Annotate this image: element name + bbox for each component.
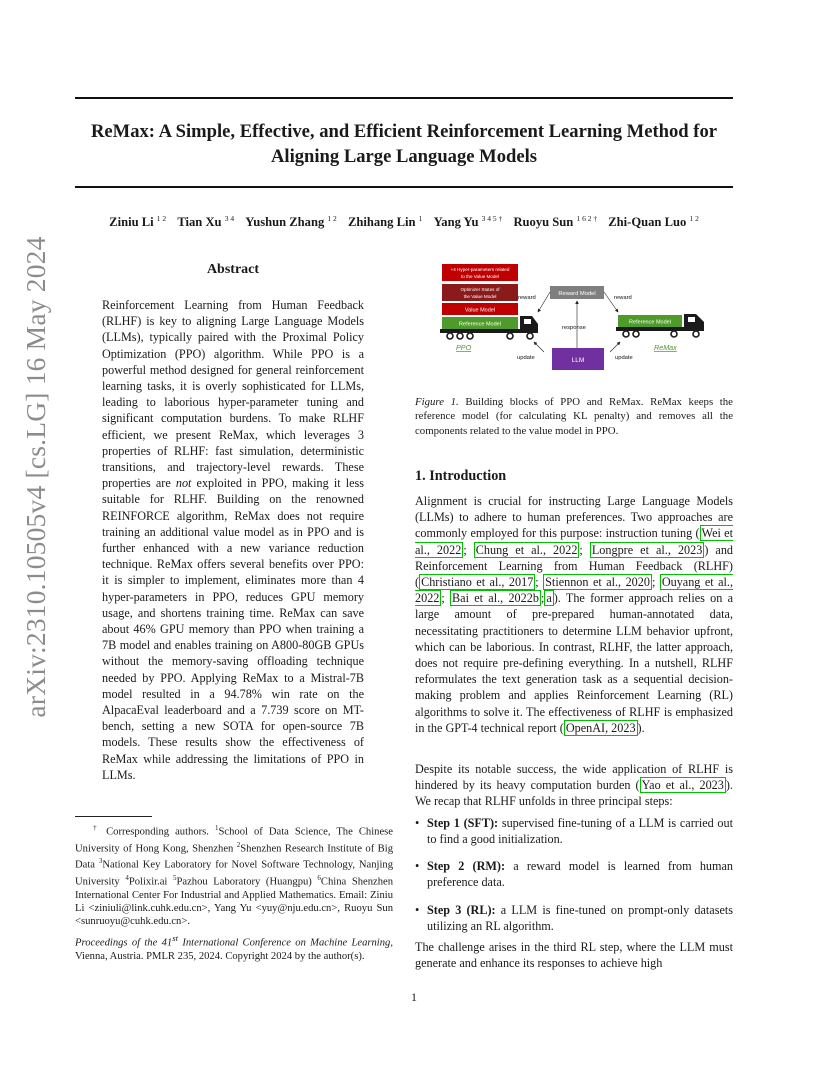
citation-link[interactable]: Christiano et al., 2017: [421, 575, 534, 590]
body-text: Despite its notable success, the wide application of RLHF is hindered by its heavy computation burden (: [415, 762, 733, 793]
reference-model-right-label: Reference Model: [629, 319, 671, 326]
citation-link[interactable]: Chung et al., 2022: [475, 542, 578, 557]
proceedings-text: International Conference on Machine Learning: [178, 937, 391, 949]
value-model-label: Value Model: [464, 307, 496, 314]
ppo-label: PPO: [456, 343, 472, 352]
author: [177, 215, 234, 229]
section-heading: 1. Introduction: [415, 468, 507, 484]
figure-caption: [415, 395, 733, 438]
caption-text: Building blocks of PPO and ReMax. ReMax keeps the reference model (for calculating KL penalty) and removes all the components related to the value model in PPO.: [415, 396, 733, 437]
step-label: Step 2 (RM):: [427, 859, 506, 873]
reward-right-label: reward: [614, 295, 632, 301]
reward-model-label: Reward Model: [558, 291, 596, 297]
footnote-text: Pazhou Laboratory (Huangpu): [176, 876, 318, 888]
paper-title: [75, 119, 733, 169]
footnote-text: School of Data Science, The Chinese University of Hong Kong, Shenzhen: [75, 826, 393, 855]
intro-paragraph-2: [415, 761, 733, 810]
citation-link[interactable]: a: [546, 591, 552, 606]
llm-label: LLM: [571, 357, 585, 364]
body-text: ). The former approach relies on a large amount of pre-prepared human-annotated data, necessitating practitioners to determine LLM behavior upfront, which can be laborious. In contrast, RLHF, the latter approach, does not require pre-defining everything. In a nutshell, RLHF reformulates the text generation task as a sequential decision-making problem and applies Reinforcement Learning (RL) algorithms to solve it. The effectiveness of RLHF is emphasized in the GPT-4 technical report (: [415, 591, 733, 735]
arxiv-stamp: arXiv:2310.10505v4 [cs.LG] 16 May 2024: [20, 236, 51, 718]
truck-cab-left: [520, 316, 538, 333]
truck-wheel-right: [693, 331, 699, 337]
author-name: Ziniu Li: [109, 215, 154, 230]
response-label: response: [562, 325, 586, 331]
author-affiliation: 3 4 5 †: [481, 214, 503, 223]
figure-ppo-remax: [438, 262, 710, 374]
footnote-text: China Shenzhen International Center For Industrial and Applied Mathematics. Email: Ziniu Li <ziniuli@link.cuhk.edu.cn>, Yang Yu <yuy@nju.edu.cn>, Ruoyu Sun <sunruoyu@cuhk.edu.cn>.: [75, 876, 394, 928]
author-name: Zhi-Quan Luo: [608, 215, 687, 230]
author: [109, 215, 166, 229]
step-text: supervised fine-tuning of a LLM is carried out to find a good initialization.: [427, 816, 734, 847]
truck-cab-right: [684, 314, 704, 331]
update-left-arrow: [534, 342, 544, 352]
body-text: ). We recap that RLHF unfolds in three principal steps:: [415, 778, 733, 809]
footnote-text: Polixir.ai: [128, 876, 173, 888]
author: [434, 215, 503, 229]
citation-link[interactable]: Stiennon et al., 2020: [545, 575, 650, 590]
citation-link[interactable]: Yao et al., 2023: [641, 778, 724, 793]
intro-paragraph-1: [415, 493, 733, 736]
citation-link[interactable]: OpenAI, 2023: [565, 720, 636, 735]
truck-wheel-left: [447, 333, 453, 339]
author: [245, 215, 337, 229]
author-name: Ruoyu Sun: [513, 215, 574, 230]
proceedings-ordinal: 41: [161, 937, 173, 949]
list-item: [415, 815, 733, 847]
author-name: Yang Yu: [433, 215, 479, 230]
step-label: Step 3 (RL):: [427, 903, 496, 917]
footnote-rule: [75, 816, 152, 817]
truck-wheel-left: [467, 333, 473, 339]
footnote: † Corresponding authors. $^1$School of Data Science, The Chinese University of Hong Kong, Shenzhen $^2$Shenzhen Research Institute of Big Data $^3$National Key Laboratory for Novel Software Technology, Nanjing University $^4$Polixir.ai $^5$Pazhou Laboratory (Huangpu) $^6$China Shenzhen International Center For Industrial and Applied Mathematics. Email: Ziniu Li <ziniuli@link.cuhk.edu.cn>, Yang Yu <yuy@nju.edu.cn>, Ruoyu Sun <sunruoyu@cuhk.edu.cn>.: [75, 824, 394, 928]
author-affiliation: 1 2: [327, 214, 337, 223]
optimizer-text: the Value Model: [463, 294, 497, 299]
body-text: ;: [579, 542, 590, 557]
reference-model-left-label: Reference Model: [459, 321, 501, 328]
body-text: ).: [637, 720, 645, 735]
update-right-label: update: [615, 355, 633, 361]
proceedings-text: Proceedings of the: [75, 937, 162, 949]
proceedings-text: , Vienna, Austria. PMLR 235, 2024. Copyright 2024 by the author(s).: [75, 937, 393, 962]
body-text: ;: [535, 575, 544, 590]
body-text: ;: [540, 591, 545, 606]
list-item: [415, 858, 733, 890]
author-affiliation: 3 4: [224, 214, 235, 223]
author-affiliation: 1 2: [689, 214, 699, 223]
citation-link[interactable]: Bai et al., 2022b: [452, 591, 539, 606]
author-list: [75, 214, 733, 230]
author: [608, 215, 699, 229]
truck-window-right: [688, 317, 695, 322]
citation-link[interactable]: Wei et al., 2022: [415, 526, 733, 557]
author-name: Tian Xu: [177, 215, 222, 230]
top-rule: [75, 97, 733, 99]
author: [348, 215, 422, 229]
abstract-body: [102, 297, 364, 783]
truck-chassis-left: [440, 329, 520, 333]
footnote-text: Corresponding authors.: [106, 826, 215, 838]
author: [513, 215, 597, 229]
author-affiliation: 1: [418, 214, 423, 223]
body-text: Alignment is crucial for instructing Large Language Models (LLMs) to adhere to human preferences. Two approaches are commonly employed for this purpose: instruction tuning (: [415, 494, 733, 541]
step-label: Step 1 (SFT):: [427, 816, 499, 830]
step-text: a reward model is learned from human preference data.: [427, 859, 733, 890]
body-text: ;: [441, 591, 451, 606]
list-item: [415, 902, 733, 934]
truck-window-left: [524, 319, 531, 324]
truck-wheel-left: [527, 333, 533, 339]
page-number: 1: [411, 990, 417, 1004]
abstract-text: exploited in PPO, making it less suitable for RLHF. Building on the renowned REINFORCE algorithm, ReMax does not require training an additional value model as in PPO and is further enhanced with a new variance reduction technique. ReMax offers several benefits over PPO: it is simpler to implement, eliminates more than 4 hyper-parameters in PPO, reduces GPU memory usage, and shortens training time. ReMax can save about 46% GPU memory than PPO when training a 7B model and enables training on A800-80GB GPUs without the memory-saving offloading technique needed by PPO. Applying ReMax to a Mistral-7B model resulted in a 94.78% win rate on the AlpacaEval leaderboard and a 7.739 score on MT-bench, setting a new SOTA for open-source 7B models. These results show the effectiveness of ReMax while addressing the limitations of PPO in LLMs.: [102, 476, 364, 782]
hyperparam-text: +4 Hyper-parameters related: [450, 267, 510, 272]
body-text: ;: [651, 575, 660, 590]
proceedings-ordinal-suffix: st: [172, 933, 179, 943]
abstract-text: Reinforcement Learning from Human Feedback (RLHF) is key to aligning Large Language Models (LLMs), typically paired with the Proximal Policy Optimization (PPO) algorithm. While PPO is a powerful method designed for general reinforcement learning tasks, it is overly sophisticated for LLMs, leading to laborious hyper-parameter tuning and significant computation burdens. To make RLHF efficient, we present ReMax, which leverages 3 properties of RLHF: fast simulation, deterministic transitions, and trajectory-level rewards. These properties are: [102, 298, 364, 491]
footnote-text: Shenzhen Research Institute of Big Data: [75, 843, 393, 871]
closing-paragraph: The challenge arises in the third RL step, where the LLM must generate and enhance its responses to achieve high: [415, 940, 733, 971]
caption-label: Figure 1.: [415, 396, 459, 408]
hyperparam-text: to the Value Model: [461, 274, 499, 279]
author-name: Zhihang Lin: [347, 215, 416, 230]
author-affiliation: 1 6 2 †: [576, 214, 598, 223]
step-text: a LLM is fine-tuned on prompt-only datasets utilizing an RL algorithm.: [427, 903, 733, 934]
citation-link[interactable]: Longpre et al., 2023: [591, 542, 703, 557]
remax-label: ReMax: [654, 343, 677, 352]
proceedings-note: [75, 932, 393, 963]
title-bottom-rule: [75, 186, 733, 188]
truck-wheel-right: [623, 331, 629, 337]
abstract-heading: Abstract: [206, 262, 260, 277]
truck-wheel-left: [457, 333, 463, 339]
truck-wheel-right: [671, 331, 677, 337]
author-name: Yushun Zhang: [245, 215, 325, 230]
body-text: ;: [463, 542, 474, 557]
reward-left-label: reward: [518, 295, 536, 301]
body-text: ) and Reinforcement Learning from Human Feedback (RLHF) (: [415, 542, 734, 590]
citation-link[interactable]: Ouyang et al., 2022: [415, 575, 734, 606]
optimizer-text: Optimizer States of: [460, 287, 500, 292]
truck-wheel-right: [633, 331, 639, 337]
author-affiliation: 1 2: [156, 214, 167, 223]
truck-wheel-left: [507, 333, 513, 339]
footnote-text: National Key Laboratory for Novel Software Technology, Nanjing University: [75, 860, 393, 888]
title-line-2: Aligning Large Language Models: [270, 146, 537, 167]
title-line-1: ReMax: A Simple, Effective, and Efficient Reinforcement Learning Method for: [90, 121, 718, 142]
abstract-emphasis: not: [175, 476, 192, 491]
reward-left-arrow: [538, 292, 550, 312]
update-right-arrow: [610, 342, 620, 352]
update-left-label: update: [517, 355, 535, 361]
